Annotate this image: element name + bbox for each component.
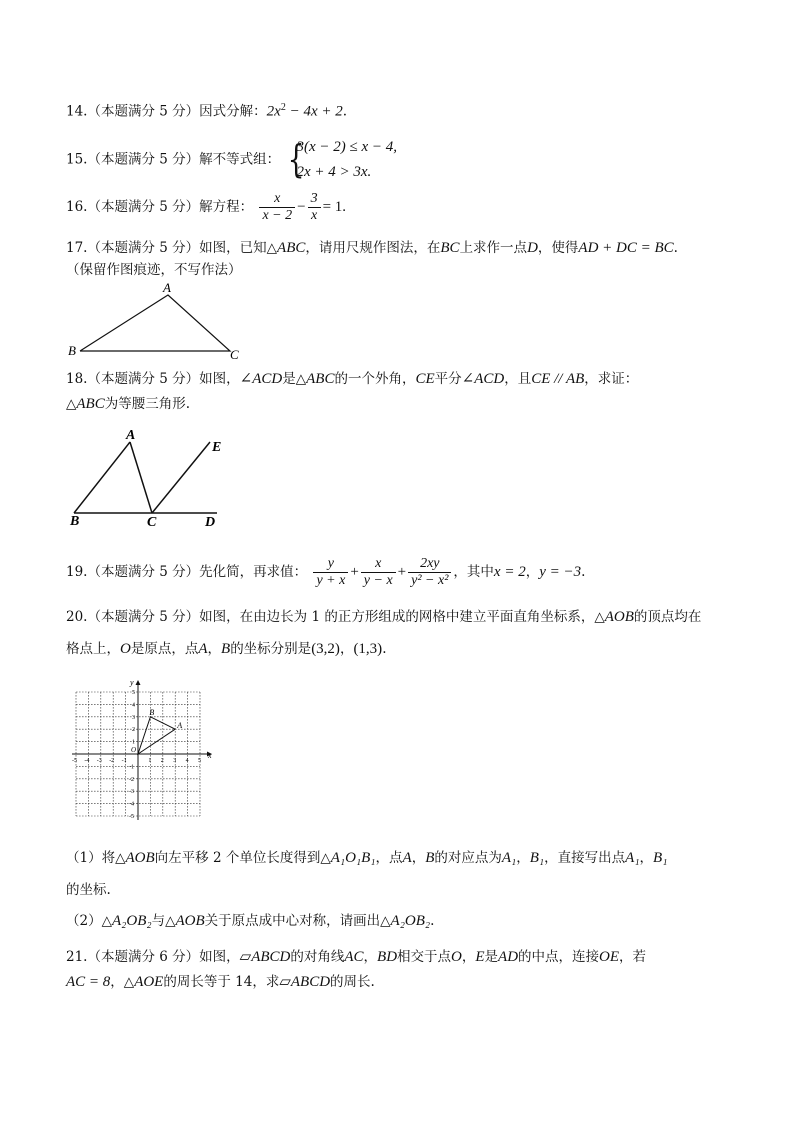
fraction: $\frac{x}{x - 2}$ xyxy=(259,191,295,224)
y-tick-label: -4 xyxy=(129,801,134,808)
label-a: A xyxy=(163,280,171,295)
label-b: B xyxy=(68,343,76,358)
question-21: 21.（本题满分 6 分）如图，▱ABCD的对角线AC，BD相交于点O，E是AD的中点，连接OE，若 xyxy=(66,949,647,965)
y-axis-arrow xyxy=(136,680,141,685)
x-tick-label: 2 xyxy=(160,758,164,764)
label-b: B xyxy=(70,514,80,529)
label-e: E xyxy=(212,440,222,455)
y-tick-label: -1 xyxy=(129,764,134,771)
y-tick-label: 3 xyxy=(132,714,135,721)
y-tick-label: -5 xyxy=(129,814,134,820)
question-20-part-1-line2: 的坐标. xyxy=(66,882,111,898)
label-c: C xyxy=(147,515,157,530)
y-tick-label: 2 xyxy=(132,727,135,734)
question-15: 15.（本题满分 5 分）解不等式组： { 3(x − 2) ≤ x − 4, 2x + 4 > 3x. xyxy=(66,135,397,185)
triangle-abc-figure xyxy=(60,280,260,362)
label-a: A xyxy=(126,428,136,443)
question-20: 20.（本题满分 5 分）如图，在由边长为 1 的正方形组成的网格中建立平面直角坐标系，△AOB的顶点均在 xyxy=(66,609,702,625)
label-d: D xyxy=(205,515,216,530)
x-tick-label: -4 xyxy=(84,758,90,764)
y-tick-label: -2 xyxy=(129,776,134,783)
y-tick-label: 4 xyxy=(132,702,135,709)
point-a-label: A xyxy=(177,721,183,731)
y-tick-label: -3 xyxy=(129,789,134,796)
label-c: C xyxy=(230,347,239,362)
question-20-part-1: （1）将△AOB向左平移 2 个单位长度得到△A₁O₁B₁，点A，B的对应点为A₁，B₁，直接写出点A₁，B₁ xyxy=(66,850,668,866)
x-tick-label: 4 xyxy=(185,758,189,764)
x-tick-label: -5 xyxy=(72,758,77,764)
question-17-note: （保留作图痕迹，不写作法） xyxy=(66,262,242,278)
question-16: 16.（本题满分 5 分）解方程： $\frac{x}{x - 2}$ − $\frac{3}{x}$ = 1. xyxy=(66,191,347,224)
y-axis-label: y xyxy=(130,678,134,687)
inequality-system: { 3(x − 2) ≤ x − 4, 2x + 4 > 3x. xyxy=(288,137,397,181)
question-17: 17.（本题满分 5 分）如图，已知△ABC，请用尺规作图法，在BC上求作一点D，使得AD + DC = BC. xyxy=(66,240,678,256)
x-tick-label: -3 xyxy=(96,758,102,764)
coordinate-grid-figure xyxy=(62,672,222,832)
x-tick-label: -1 xyxy=(121,758,127,764)
x-tick-label: -2 xyxy=(109,758,115,764)
triangle-exterior-angle-figure xyxy=(60,424,240,532)
question-19: 19.（本题满分 5 分）先化简，再求值： $\frac{y}{y + x}$ + $\frac{x}{y - x}$ + $\frac{2xy}{\text{y² − x²}}$ ，其中x = 2，y = −3. xyxy=(66,556,586,589)
x-axis-label: x xyxy=(208,751,212,760)
question-21-line2: AC = 8，△AOE的周长等于 14，求▱ABCD的周长. xyxy=(66,974,375,990)
question-20-line2: 格点上，O是原点，点A，B的坐标分别是(3,2)，(1,3). xyxy=(66,641,387,657)
question-18-line2: △ABC为等腰三角形. xyxy=(66,396,191,412)
triangle-aob xyxy=(138,717,175,754)
point-b-label: B xyxy=(149,707,155,717)
question-14: 14.（本题满分 5 分）因式分解：$2x^2 - 4x + 2$. xyxy=(66,102,348,120)
y-tick-label: 1 xyxy=(132,739,135,746)
fraction: $\frac{3}{x}$ xyxy=(308,191,321,224)
question-20-part-2: （2）△A₂OB₂与△AOB关于原点成中心对称，请画出△A₂OB₂. xyxy=(66,913,435,929)
y-tick-label: 5 xyxy=(132,690,135,696)
x-tick-label: 1 xyxy=(148,758,152,764)
question-18: 18.（本题满分 5 分）如图，∠ACD是△ABC的一个外角，CE平分∠ACD，且CE // AB，求证： xyxy=(66,371,639,387)
origin-label: O xyxy=(131,746,137,754)
x-tick-label: 3 xyxy=(173,758,177,764)
x-tick-label: 5 xyxy=(198,758,201,764)
